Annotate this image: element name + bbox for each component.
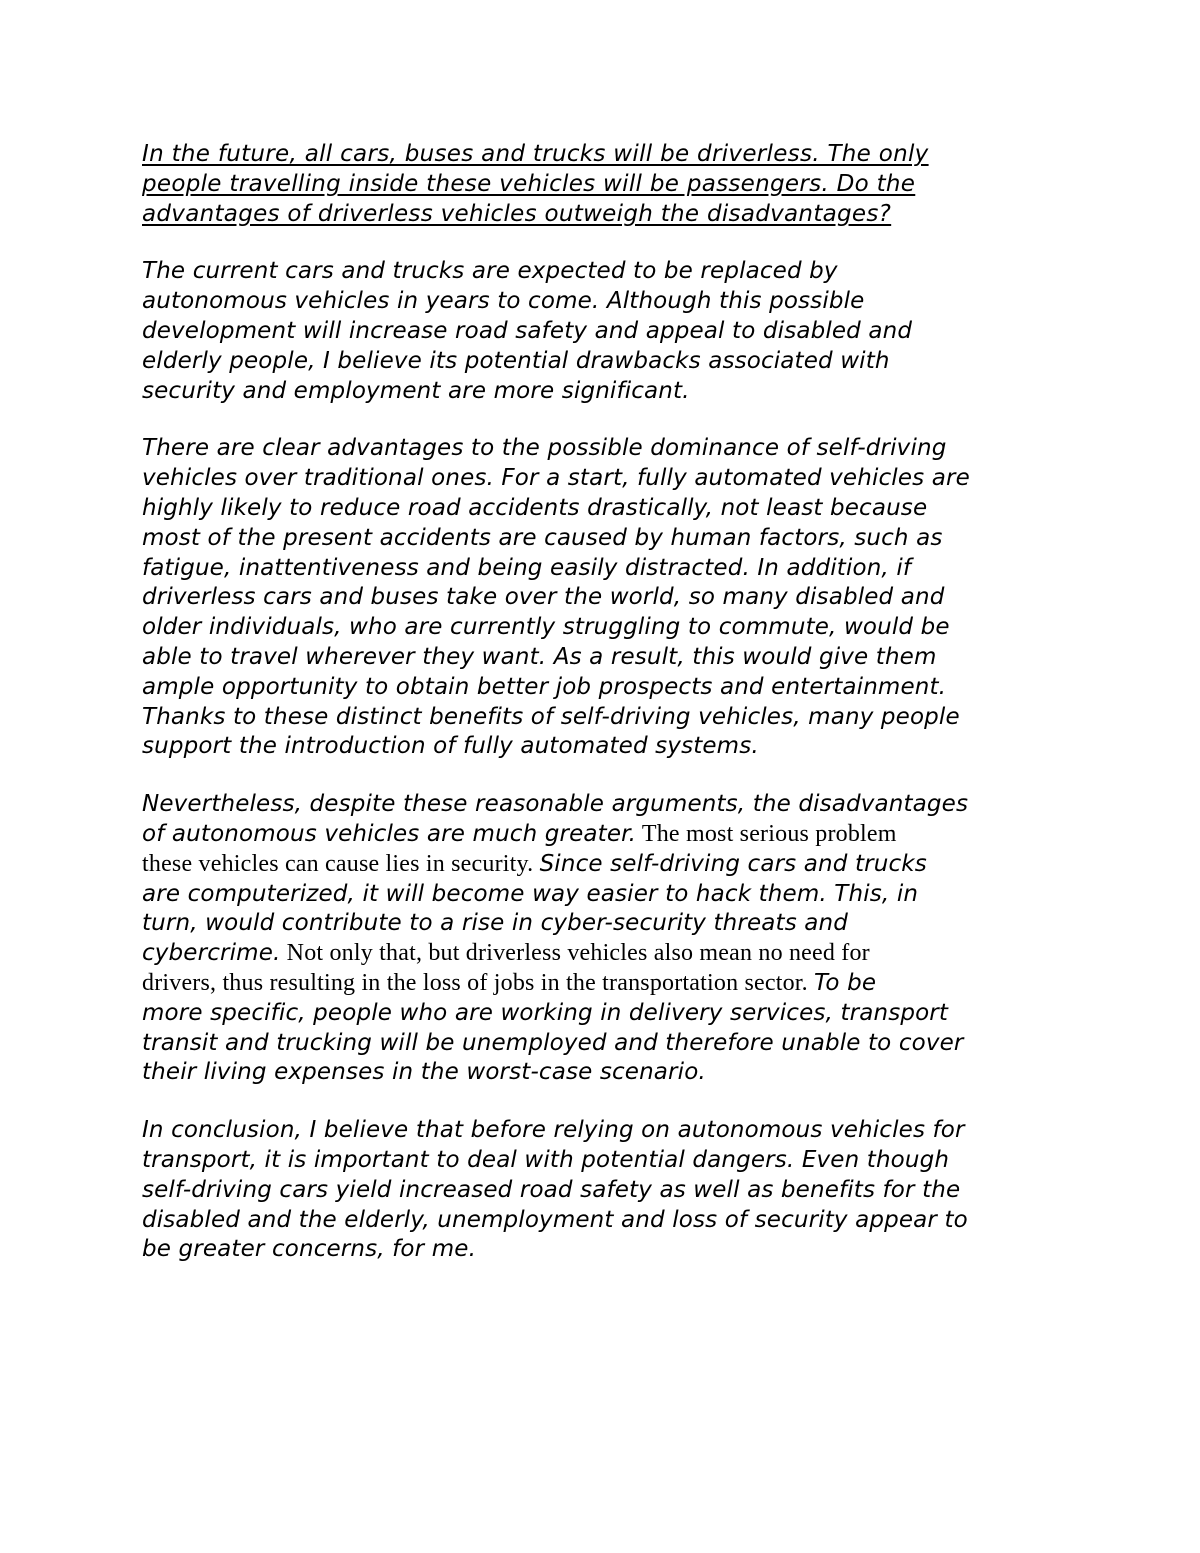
advantages-line: able to travel wherever they want. As a result, this would give them bbox=[142, 643, 937, 670]
intro-line: security and employment are more significant. bbox=[142, 377, 690, 404]
disadvantages-line bbox=[142, 939, 1062, 969]
conclusion-line: In conclusion, I believe that before relying on autonomous vehicles for bbox=[142, 1117, 965, 1144]
advantages-line: driverless cars and buses take over the world, so many disabled and bbox=[142, 584, 945, 611]
disadvantages-line: turn, would contribute to a rise in cyber-security threats and bbox=[142, 910, 849, 937]
advantages-line: highly likely to reduce road accidents drastically, not least because bbox=[142, 494, 928, 521]
intro-line: autonomous vehicles in years to come. Although this possible bbox=[142, 288, 865, 315]
advantages-line: Thanks to these distinct benefits of self-driving vehicles, many people bbox=[142, 703, 960, 730]
conclusion-line: self-driving cars yield increased road safety as well as benefits for the bbox=[142, 1176, 961, 1203]
disadvantages-italic-text: Since self-driving cars and trucks bbox=[539, 850, 927, 877]
disadvantages-line: more specific, people who are working in delivery services, transport bbox=[142, 999, 949, 1026]
advantages-line: older individuals, who are currently struggling to commute, would be bbox=[142, 614, 950, 641]
question-line: people travelling inside these vehicles will be passengers. Do the bbox=[142, 170, 916, 197]
advantages-paragraph bbox=[142, 434, 1062, 762]
disadvantages-line: are computerized, it will become way easier to hack them. This, in bbox=[142, 880, 919, 907]
conclusion-line: disabled and the elderly, unemployment and loss of security appear to bbox=[142, 1206, 968, 1233]
essay-page bbox=[142, 140, 1062, 1293]
disadvantages-regular-text: drivers, thus resulting in the loss of jobs in the transportation sector. bbox=[142, 969, 815, 996]
intro-line: development will increase road safety and appeal to disabled and bbox=[142, 317, 913, 344]
disadvantages-line bbox=[142, 820, 1062, 850]
intro-line: The current cars and trucks are expected to be replaced by bbox=[142, 258, 838, 285]
advantages-line: support the introduction of fully automated systems. bbox=[142, 733, 759, 760]
advantages-line: There are clear advantages to the possible dominance of self-driving bbox=[142, 435, 947, 462]
disadvantages-paragraph bbox=[142, 790, 1062, 1088]
question-line: In the future, all cars, buses and trucks will be driverless. The only bbox=[142, 141, 929, 167]
advantages-line: vehicles over traditional ones. For a start, fully automated vehicles are bbox=[142, 465, 970, 492]
disadvantages-regular-text: these vehicles can cause lies in security. bbox=[142, 850, 540, 877]
advantages-line: most of the present accidents are caused by human factors, such as bbox=[142, 524, 943, 551]
advantages-line: fatigue, inattentiveness and being easily distracted. In addition, if bbox=[142, 554, 912, 581]
intro-paragraph bbox=[142, 257, 1062, 406]
disadvantages-line: Nevertheless, despite these reasonable arguments, the disadvantages bbox=[142, 791, 969, 818]
disadvantages-italic-text: cybercrime. bbox=[142, 940, 281, 967]
intro-line: elderly people, I believe its potential drawbacks associated with bbox=[142, 347, 890, 374]
disadvantages-line: transit and trucking will be unemployed and therefore unable to cover bbox=[142, 1029, 964, 1056]
disadvantages-regular-text: The most serious problem bbox=[636, 820, 897, 847]
conclusion-line: be greater concerns, for me. bbox=[142, 1236, 477, 1263]
conclusion-line: transport, it is important to deal with potential dangers. Even though bbox=[142, 1146, 950, 1173]
question-line: advantages of driverless vehicles outweigh the disadvantages? bbox=[142, 200, 892, 227]
conclusion-paragraph bbox=[142, 1116, 1062, 1265]
disadvantages-italic-text: of autonomous vehicles are much greater. bbox=[142, 820, 637, 847]
essay-question bbox=[142, 140, 1062, 229]
advantages-line: ample opportunity to obtain better job prospects and entertainment. bbox=[142, 673, 947, 700]
disadvantages-regular-text: Not only that, but driverless vehicles also mean no need for bbox=[280, 940, 870, 967]
disadvantages-line bbox=[142, 850, 1062, 880]
disadvantages-line bbox=[142, 969, 1062, 999]
disadvantages-italic-text: To be bbox=[814, 969, 877, 996]
disadvantages-line: their living expenses in the worst-case scenario. bbox=[142, 1059, 706, 1086]
